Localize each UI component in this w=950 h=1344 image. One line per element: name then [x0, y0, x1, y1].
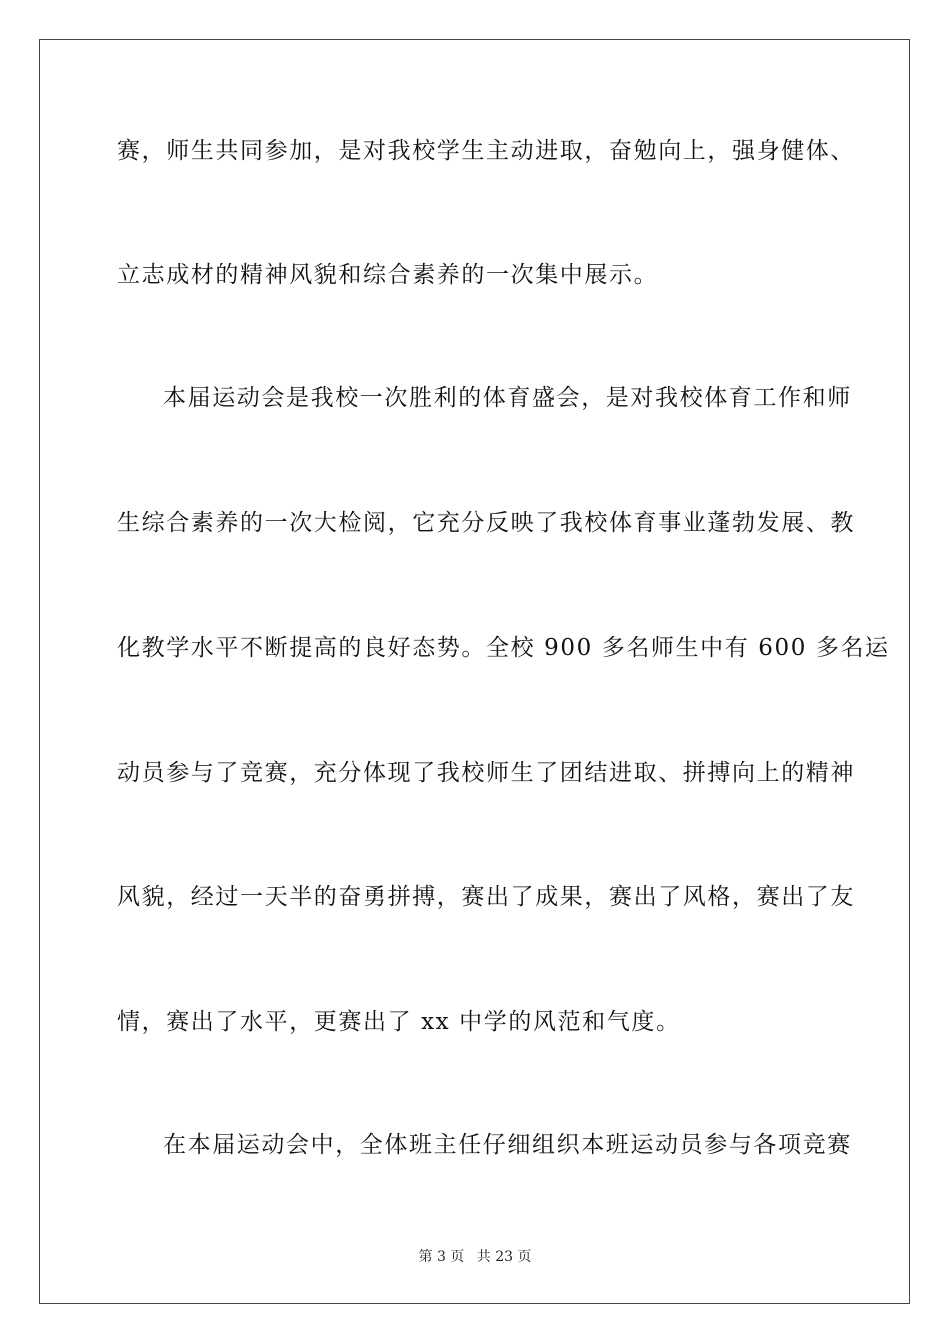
- paragraph-start-line: 在本届运动会中，全体班主任仔细组织本班运动员参与各项竞赛: [163, 1132, 852, 1158]
- text-line: 风貌，经过一天半的奋勇拼搏，赛出了成果，赛出了风格，赛出了友: [117, 884, 855, 910]
- text-line: 动员参与了竞赛，充分体现了我校师生了团结进取、拼搏向上的精神: [117, 760, 855, 786]
- text-line: 情，赛出了水平，更赛出了 xx 中学的风范和气度。: [117, 1009, 681, 1035]
- page-frame: [39, 39, 910, 1304]
- current-page-number: 第 3 页: [418, 1249, 465, 1265]
- text-line: 化教学水平不断提高的良好态势。全校 900 多名师生中有 600 多名运: [117, 635, 890, 661]
- total-page-count: 共 23 页: [476, 1249, 532, 1265]
- text-line: 立志成材的精神风貌和综合素养的一次集中展示。: [117, 262, 659, 288]
- paragraph-start-line: 本届运动会是我校一次胜利的体育盛会，是对我校体育工作和师: [163, 385, 852, 411]
- page-footer: [0, 1248, 950, 1266]
- text-line: 赛，师生共同参加，是对我校学生主动进取，奋勉向上，强身健体、: [117, 138, 855, 164]
- text-line: 生综合素养的一次大检阅，它充分反映了我校体育事业蓬勃发展、教: [117, 510, 855, 536]
